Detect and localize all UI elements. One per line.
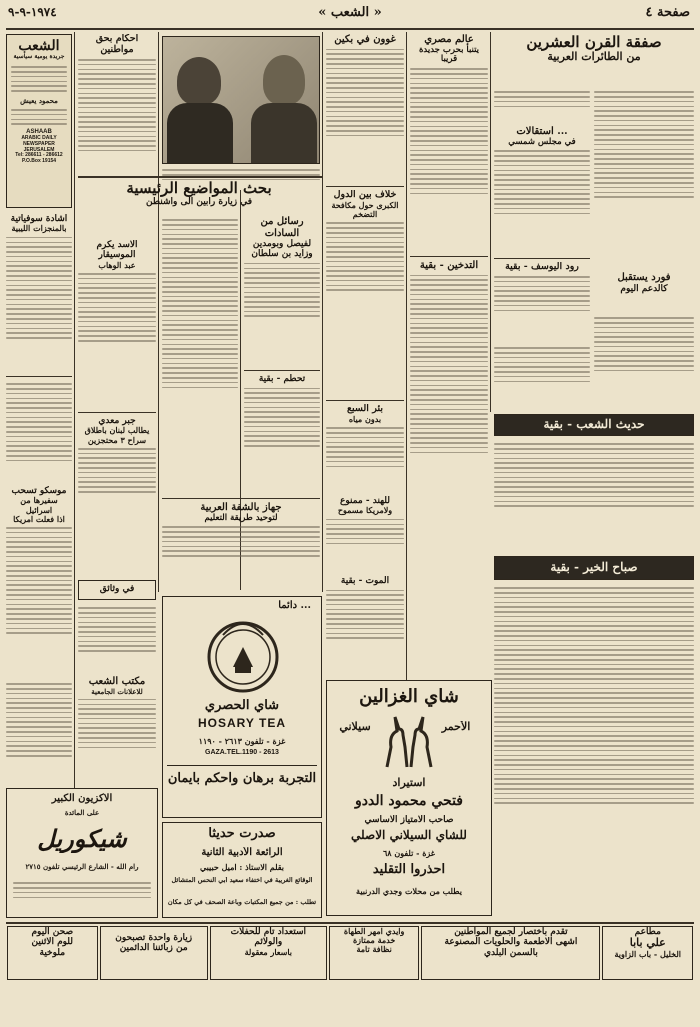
article-title: في وثائق xyxy=(99,584,135,594)
article-title: بئر السبع xyxy=(347,404,383,414)
article-title: الموت - بقية xyxy=(340,576,390,586)
article-subtitle: في زيارة رابين الى واشنطن xyxy=(146,197,252,208)
article-main-topics-body xyxy=(162,216,238,516)
article-subtitle: لتوحيد طريقة التعليم xyxy=(204,512,278,523)
article-gibran xyxy=(78,416,156,516)
article-subtitle: الكبرى حول مكافحة التضخم xyxy=(331,199,399,220)
footer-ad: تقدم باختصار لجميع المواطنين اشهى الاطعمة والحلويات المصنوعة بالسمن البلدي xyxy=(421,926,600,980)
ad-top: الاكزيون الكبير xyxy=(51,793,113,804)
article-subtitle-2: اذا فعلت امريكا xyxy=(13,513,65,524)
ad-chicorel xyxy=(6,788,158,918)
hosary-tea-emblem-icon xyxy=(205,615,281,695)
ad-brand-en: HOSARY TEA xyxy=(197,717,286,730)
article-body xyxy=(6,237,72,339)
article-body xyxy=(326,222,404,291)
article-title: مكتب الشعب xyxy=(88,676,146,687)
article-body xyxy=(410,275,488,454)
ad-ghazalein-tea xyxy=(326,680,492,916)
article-title: جهاز بالشفة العربية xyxy=(200,502,282,513)
article-subtitle-2: سراح ٣ محتجزين xyxy=(87,434,147,445)
article-body xyxy=(326,49,404,137)
ad-new-release xyxy=(162,822,322,918)
article-body xyxy=(78,59,156,151)
ford-body xyxy=(594,314,694,410)
article-title: استقالات ... xyxy=(516,126,568,137)
ad-phone: غزة - تلفون ٢٦١٣ - ١١٩٠ xyxy=(198,737,286,746)
article-asad xyxy=(78,240,156,350)
ad-slogan: التجربة برهان واحكم بايمان xyxy=(167,765,317,787)
article-subtitle: بالمنجزات الليبية xyxy=(11,223,67,234)
article-body xyxy=(410,68,488,194)
article-subtitle: سفيرها من اسرائيل xyxy=(20,495,58,515)
article-title: للهند - ممنوع xyxy=(339,496,391,506)
article-smoking xyxy=(410,260,488,570)
good-morning-body xyxy=(494,584,694,914)
header-paper-name: « الشعب » xyxy=(318,6,382,20)
ad-sub-left: الأحمر xyxy=(441,721,471,733)
article-body xyxy=(494,276,590,311)
masthead-en-sub: ARABIC DAILY NEWSPAPER xyxy=(21,135,57,147)
footer-ad: استعداد تام للحفلات والولائم باسعار معقولة xyxy=(210,926,327,980)
article-oil-states xyxy=(326,190,404,330)
article-subtitle: للاعلانات الجامعية xyxy=(91,686,143,696)
banner-title: حديث الشعب - بقية xyxy=(543,417,645,431)
gazelles-icon xyxy=(381,711,437,771)
article-soviet-praise xyxy=(6,214,72,374)
article-body xyxy=(326,427,404,467)
article-subtitle: ولامريكا مسموح xyxy=(337,505,393,516)
article-title: غوون في بكين xyxy=(334,34,396,45)
ad-import: استيراد xyxy=(392,777,426,789)
header-date: ١٩٧٤-٩-٩ xyxy=(8,6,57,19)
article-moscow xyxy=(6,486,72,676)
ad-phone-en: GAZA.TEL.1190 - 2613 xyxy=(205,749,279,756)
article-body xyxy=(326,519,404,545)
ad-brand-ar: شاي الحصري xyxy=(204,699,280,713)
article-body xyxy=(6,527,72,634)
masthead-subtitle: جريدة يومية سياسية xyxy=(13,53,65,61)
article-title: التدخين - بقية xyxy=(419,260,479,271)
ad-contact: غزة - تلفون ٦٨ xyxy=(383,849,435,858)
photo-person-left-head xyxy=(177,57,221,105)
article-egypt-scholar xyxy=(410,34,488,254)
article-title: موسكو تسحب xyxy=(11,486,67,496)
article-sadat-letters xyxy=(244,216,320,346)
ad-address: رام الله - الشارع الرئيسي تلفون ٢٧١٥ xyxy=(25,863,139,871)
road-yousef-cont xyxy=(494,344,590,410)
masthead-box xyxy=(6,34,72,208)
article-body xyxy=(494,150,590,214)
masthead-editor: محمود يعيش xyxy=(20,95,58,105)
masthead-details xyxy=(7,61,71,97)
ad-book: الرائعة الأدبية الثانية xyxy=(201,847,283,858)
ad-brand: شاي الغزالين xyxy=(359,687,459,707)
ad-hosary-tea xyxy=(162,596,322,818)
article-fi-wathaq xyxy=(78,580,156,600)
article-subtitle: عبد الوهاب xyxy=(98,259,136,270)
footer-ad: مطاعم علي بابا الخليل - باب الزاوية xyxy=(602,926,693,980)
article-body xyxy=(326,590,404,639)
article-death xyxy=(326,576,404,676)
ad-line-2: للشاي السيلاني الاصلي xyxy=(351,829,467,842)
article-title: صفقة القرن العشرين xyxy=(526,34,662,51)
article-subtitle: يتنبأ بحرب جديدة قريبا xyxy=(418,44,480,65)
footer-ad: وايدي امهر الطهاة خدمة ممتازة نظافة تامة xyxy=(329,926,420,980)
masthead-tel: Tel: 286611 - 286612 xyxy=(15,152,63,159)
article-body xyxy=(78,448,156,493)
article-subtitle: يطالب لبنان باطلاق xyxy=(84,425,150,436)
article-title: تحطم - بقية xyxy=(258,374,306,384)
ad-footer: يطلب من محلات وجدي الدرنبية xyxy=(356,887,462,896)
masthead-en-city: JERUSALEM xyxy=(23,146,55,153)
article-title: خلاف بين الدول xyxy=(333,190,397,200)
article-yearly-citizen xyxy=(78,34,156,174)
ad-top-text: دائما ... xyxy=(278,600,311,611)
ad-line-1: صاحب الامتياز الاساسي xyxy=(364,815,454,825)
article-news-stand xyxy=(78,676,156,786)
news-photo xyxy=(162,36,320,164)
masthead-en-name: ASHAAB xyxy=(26,129,52,136)
article-india xyxy=(326,496,404,576)
article-body xyxy=(244,388,320,447)
article-well-water xyxy=(326,404,404,492)
ad-brand: شيكوريل xyxy=(37,825,127,853)
ad-sub-right: سيلاني xyxy=(339,721,371,733)
article-shamsi xyxy=(494,126,590,256)
page-number: صفحة ٤ xyxy=(645,6,690,20)
ad-author: بقلم الاستاذ : اميل حبيبي xyxy=(199,863,285,872)
masthead-pobox: P.O.Box 19154 xyxy=(21,158,57,165)
article-title: فورد يستقبل xyxy=(617,272,671,283)
article-title: جبر معدي xyxy=(98,416,136,426)
article-title: عالم مصري xyxy=(424,34,474,45)
article-road-yousef xyxy=(494,262,590,342)
left-filler-block xyxy=(6,380,72,484)
banner-good-morning xyxy=(494,556,694,580)
century-deal-col2 xyxy=(494,88,590,124)
banner-sha3b-talk xyxy=(494,414,694,436)
article-subtitle: كالدعم اليوم xyxy=(620,283,668,294)
photo-person-right-head xyxy=(263,55,305,105)
masthead-title: الشعب xyxy=(18,38,60,54)
article-lesson xyxy=(244,374,320,494)
article-century-deal-body xyxy=(594,88,694,268)
fi-wathaq-body xyxy=(78,604,156,674)
article-arab-league xyxy=(162,502,320,590)
article-century-deal-head xyxy=(494,34,694,90)
ad-title: صدرت حديثا xyxy=(208,827,276,841)
article-subtitle: في مجلس شمسي xyxy=(508,136,576,147)
ad-warn: احذروا التقليد xyxy=(372,863,446,877)
ad-sale: تطلب : من جميع المكتبات وباعة الصحف في كل مكان xyxy=(167,899,317,906)
sha3b-talk-body xyxy=(494,440,694,550)
ad-importer: فتحي محمود الددو xyxy=(355,793,463,809)
article-subtitle: من الطائرات العربية xyxy=(547,50,641,64)
footer-ad: زيارة واحدة تصبحون من زبائننا الدائمين xyxy=(100,926,208,980)
article-ford xyxy=(594,272,694,312)
article-title: رود اليوسف - بقية xyxy=(505,262,579,272)
article-subtitle: بدون مياه xyxy=(348,413,382,424)
article-visitors-peking xyxy=(326,34,404,184)
article-title: اشادة سوفياتية xyxy=(10,214,68,224)
footer-ad: صحن اليوم للوم الاثنين ملوخية xyxy=(7,926,98,980)
ad-sub: على المائدة xyxy=(64,809,100,817)
page-header xyxy=(0,0,700,30)
article-title: بحث المواضيع الرئيسية xyxy=(126,180,272,197)
left-bottom-block xyxy=(6,680,72,780)
photo-person-left-body xyxy=(167,103,233,164)
article-title: رسائل من السادات xyxy=(260,216,304,239)
article-body xyxy=(78,273,156,342)
banner-title: صباح الخير - بقية xyxy=(550,560,638,574)
ad-line: الوقائع الغريبة في اختفاء سعيد أبي النحس المتشائل xyxy=(171,877,313,884)
article-title: الاسد يكرم الموسيقار xyxy=(96,240,138,261)
article-body xyxy=(244,263,320,317)
photo-person-right-body xyxy=(251,103,317,164)
article-main-topics-head xyxy=(78,180,320,214)
article-title: احكام بحق مواطنين xyxy=(95,34,139,55)
article-subtitle: لفيصل وبومدين وزايد بن سلطان xyxy=(251,239,313,260)
footer-ads-strip xyxy=(6,926,694,982)
